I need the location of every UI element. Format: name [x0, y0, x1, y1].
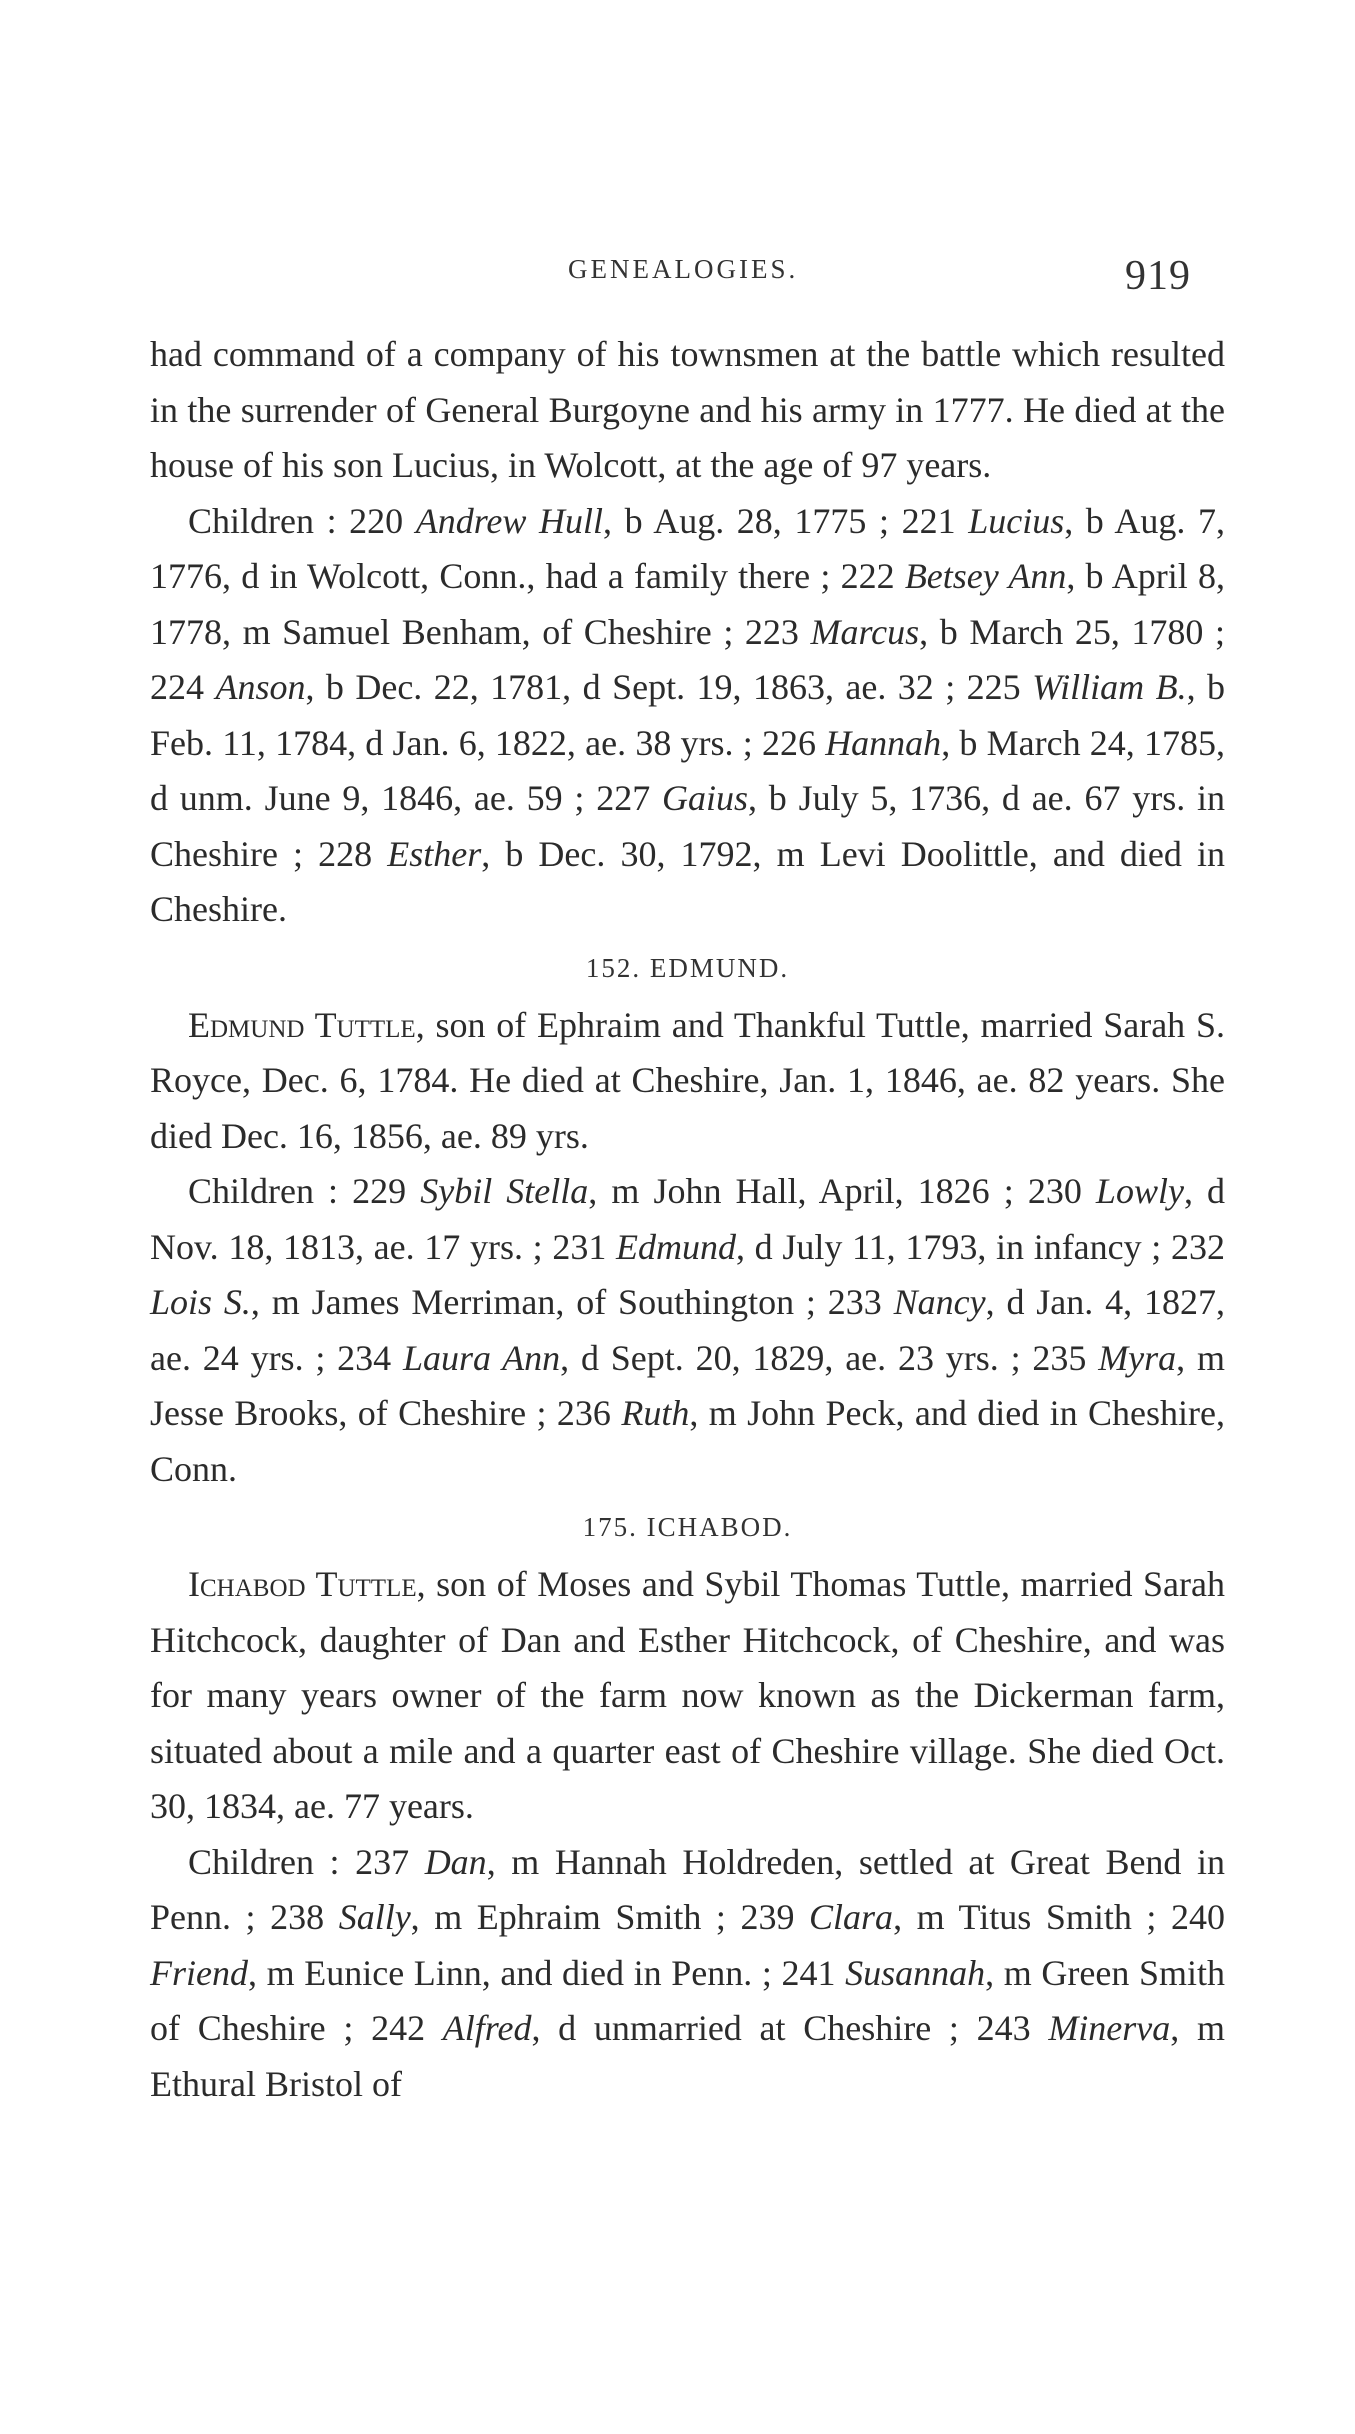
text-run: , b March 24, 1785, d unm. June 9, 1846, ae. 59 ; 227 — [150, 722, 1225, 818]
text-run: , d July 11, 1793, in infancy ; 232 — [735, 1226, 1225, 1267]
text-run: , d unmarried at Cheshire ; 243 — [531, 2008, 1049, 2048]
children-paragraph-152 — [150, 1164, 1225, 1497]
child-name: Hannah — [825, 722, 942, 763]
child-name: Minerva — [1048, 2008, 1171, 2048]
child-name: Nancy — [893, 1282, 986, 1322]
child-name: Ruth — [621, 1393, 690, 1433]
text-run: , m Ephraim Smith ; 239 — [410, 1897, 810, 1937]
text-run: , m Titus Smith ; 240 — [893, 1897, 1225, 1937]
text-run: , m John Hall, April, 1826 ; 230 — [588, 1171, 1096, 1211]
child-name: Susannah — [845, 1952, 986, 1993]
child-name: Lucius — [968, 500, 1065, 541]
text-run: , b March 25, 1780 ; 224 — [150, 611, 1225, 707]
text-run: , m James Merriman, of Southington ; 233 — [250, 1282, 894, 1322]
child-name: Alfred — [442, 2008, 532, 2048]
text-run: , b April 8, 1778, m Samuel Benham, of Cheshire ; 223 — [150, 556, 1226, 652]
children-paragraph-151 — [150, 494, 1225, 938]
text-run: , m Ethural Bristol of — [150, 2008, 1225, 2104]
text-run: , d Sept. 20, 1829, ae. 23 yrs. ; 235 — [560, 1337, 1099, 1378]
text-run: , b July 5, 1736, d ae. 67 yrs. in Cheshire ; 228 — [150, 778, 1225, 874]
text-run: , m Jesse Brooks, of Cheshire ; 236 — [150, 1337, 1225, 1433]
body-text — [150, 327, 1225, 2112]
text-run: , m John Peck, and died in Cheshire, Conn. — [150, 1393, 1225, 1489]
paragraph-text: had command of a company of his townsmen at the battle which resulted in the surrender of General Burgoyne and his army in 1777. He died at the house of his son Lucius, in Wolcott, at the age of 97 years. — [150, 334, 1225, 485]
child-name: Friend — [150, 1952, 248, 1993]
child-name: Sybil Stella — [420, 1171, 589, 1211]
child-name: Betsey Ann — [904, 556, 1067, 596]
child-name: Esther — [387, 833, 482, 874]
child-name: William B. — [1032, 667, 1187, 707]
child-name: Marcus — [810, 611, 920, 652]
child-name: Anson — [215, 667, 306, 707]
child-name: Lois S. — [150, 1282, 251, 1322]
child-name: Sally — [338, 1897, 411, 1937]
child-name: Gaius — [661, 778, 748, 818]
text-run: Children : 229 — [188, 1171, 421, 1211]
child-name: Dan — [424, 1841, 487, 1882]
text-run: Children : 220 — [188, 500, 416, 541]
lead-name: Edmund Tuttle — [188, 1004, 416, 1045]
paragraph-text: , son of Moses and Sybil Thomas Tuttle, married Sarah Hitchcock, daughter of Dan and Esther Hitchcock, of Cheshire, and was for many years owner of the farm now known as the Dickerman farm, situated about a mile and a quarter east of Cheshire village. She died Oct. 30, 1834, ae. 77 years. — [150, 1564, 1225, 1826]
ichabod-paragraph — [150, 1557, 1225, 1835]
text-run: , b Aug. 7, 1776, d in Wolcott, Conn., had a family there ; 222 — [150, 500, 1225, 596]
child-name: Andrew Hull — [415, 500, 604, 541]
section-heading-175: 175. ICHABOD. — [582, 1512, 793, 1542]
child-name: Edmund — [615, 1226, 736, 1267]
text-run: , m Eunice Linn, and died in Penn. ; 241 — [247, 1952, 846, 1993]
text-run: , b Dec. 30, 1792, m Levi Doolittle, and died in Cheshire. — [150, 833, 1225, 929]
children-paragraph-175 — [150, 1835, 1225, 2113]
text-run: , m Hannah Holdreden, settled at Great Bend in Penn. ; 238 — [150, 1841, 1226, 1937]
section-heading-152: 152. EDMUND. — [585, 952, 790, 983]
paragraph-text: , son of Ephraim and Thankful Tuttle, married Sarah S. Royce, Dec. 6, 1784. He died at Cheshire, Jan. 1, 1846, ae. 82 years. She died Dec. 16, 1856, ae. 89 yrs. — [150, 1004, 1225, 1156]
page-number: 919 — [1125, 253, 1191, 299]
text-run: , b Aug. 28, 1775 ; 221 — [603, 500, 969, 541]
text-run: Children : 237 — [188, 1841, 425, 1882]
child-name: Clara — [809, 1897, 894, 1937]
lead-name: Ichabod Tuttle — [188, 1564, 417, 1604]
running-head — [0, 252, 1355, 302]
continued-paragraph — [150, 327, 1225, 494]
edmund-paragraph — [150, 998, 1225, 1165]
running-title: GENEALOGIES. — [568, 254, 799, 284]
text-run: , d Jan. 4, 1827, ae. 24 yrs. ; 234 — [150, 1282, 1225, 1378]
text-run: , b Dec. 22, 1781, d Sept. 19, 1863, ae. 32 ; 225 — [305, 667, 1033, 707]
child-name: Laura Ann — [402, 1337, 561, 1378]
text-run: , m Green Smith of Cheshire ; 242 — [150, 1952, 1226, 2048]
child-name: Myra — [1098, 1337, 1177, 1378]
text-run: , b Feb. 11, 1784, d Jan. 6, 1822, ae. 38 yrs. ; 226 — [150, 667, 1226, 763]
text-run: , d Nov. 18, 1813, ae. 17 yrs. ; 231 — [150, 1171, 1226, 1267]
child-name: Lowly — [1095, 1171, 1184, 1211]
